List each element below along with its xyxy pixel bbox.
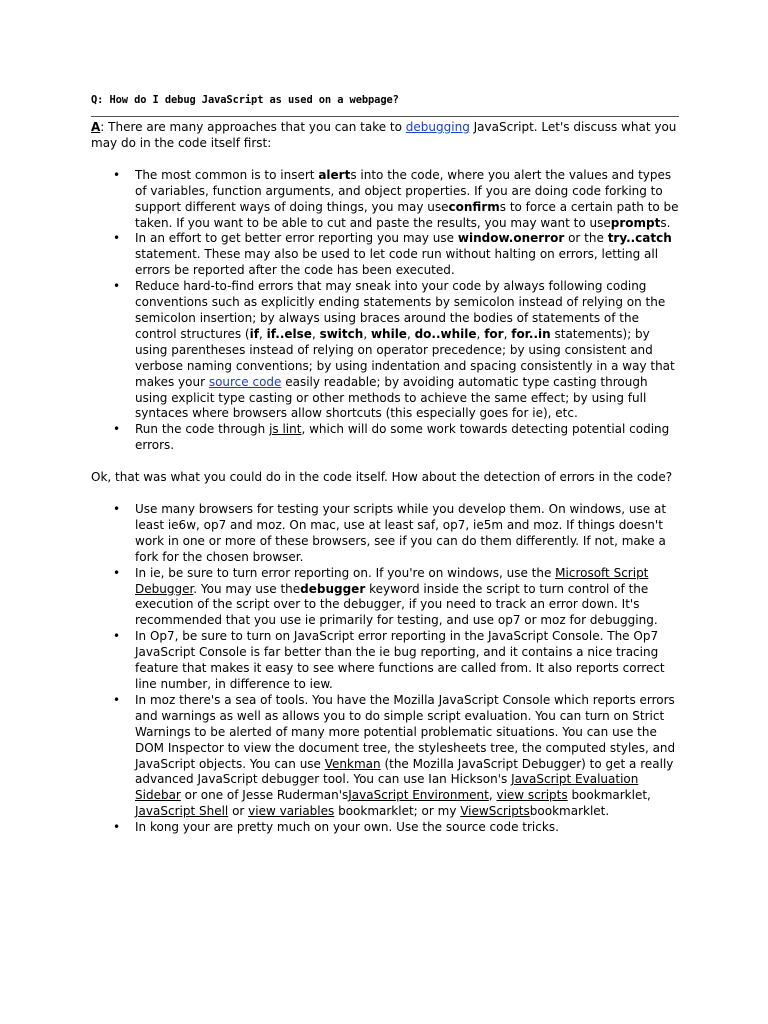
list-item: [91, 422, 681, 454]
question-heading: Q: How do I debug JavaScript as used on a webpage?: [91, 94, 399, 106]
item-text: bookmarklet.: [529, 804, 610, 819]
bullet-icon: •: [113, 231, 121, 246]
bullet-icon: •: [113, 565, 121, 580]
intro-text-2: JavaScript. Let's discuss what you may do in the code itself first:: [91, 120, 677, 150]
ms-script-debugger-link[interactable]: Microsoft Script Debugger: [135, 565, 649, 596]
list-item: [91, 693, 681, 820]
source-code-link[interactable]: source code: [208, 374, 282, 389]
item-text: or the: [564, 231, 608, 246]
answer-body: [91, 120, 681, 836]
item-text: ,: [488, 788, 497, 803]
venkman-link[interactable]: Venkman: [324, 756, 381, 771]
item-text: or: [228, 804, 249, 819]
item-text: easily readable; by avoiding automatic type casting through using explicit type casting or other methods to achieve the same effect; by using full syntaces where browsers allow shortcuts (this especially goes for ie), etc.: [135, 374, 648, 421]
browser-tips-list: [91, 502, 681, 836]
bullet-icon: •: [113, 692, 121, 707]
separator: ,: [503, 326, 512, 341]
item-text: In moz there's a sea of tools. You have the Mozilla JavaScript Console which reports errors and warnings as well as allows you to do simple script evaluation. You can turn on Strict Warnings to be alerted of many more potential problematic situations. You can use the DOM Inspector to view the document tree, the stylesheets tree, the computed styles, and JavaScript objects. You can use: [135, 692, 676, 771]
spacer: [91, 454, 681, 470]
separator: ,: [258, 326, 267, 341]
keyword-if-else: if..else: [266, 326, 312, 341]
bullet-icon: •: [113, 629, 121, 644]
item-text: In ie, be sure to turn error reporting on. If you're on windows, use the: [135, 565, 556, 580]
bullet-icon: •: [113, 167, 121, 182]
keyword-prompt: prompt: [610, 215, 661, 230]
item-text: Use many browsers for testing your scripts while you develop them. On windows, use at least ie6w, op7 and moz. On mac, use at least saf, op7, ie5m and moz. If things doesn't work in one or more of these browsers, see if you can do them differently. If not, make a fork for the chosen browser.: [135, 502, 667, 564]
keyword-for-in: for..in: [511, 326, 551, 341]
js-shell-link[interactable]: JavaScript Shell: [135, 804, 229, 819]
debugging-link[interactable]: debugging: [405, 120, 470, 134]
item-text: bookmarklet,: [567, 788, 651, 803]
view-variables-link[interactable]: view variables: [248, 804, 335, 819]
item-text: statement. These may also be used to let code run without halting on errors, letting all errors be reported after the code has been executed.: [135, 247, 659, 278]
separator: ,: [363, 326, 371, 341]
bullet-icon: •: [113, 279, 121, 294]
item-text: or one of Jesse Ruderman's: [180, 788, 349, 803]
separator: ,: [476, 326, 485, 341]
item-text: statements); by using parentheses instead of relying on operator precedence; by using consistent and verbose naming conventions; by using indentation and spacing consistently in a way that makes your: [135, 326, 675, 389]
keyword-do-while: do..while: [414, 326, 477, 341]
list-item: [91, 168, 681, 232]
keyword-if: if: [249, 326, 259, 341]
js-evaluation-sidebar-link[interactable]: JavaScript Evaluation Sidebar: [135, 772, 639, 803]
list-item: [91, 502, 681, 566]
item-text: bookmarklet; or my: [334, 804, 461, 819]
item-text: , which will do some work towards detecting potential coding errors.: [135, 422, 670, 453]
keyword-debugger: debugger: [300, 581, 366, 596]
js-environment-link[interactable]: JavaScript Environment: [348, 788, 489, 803]
keyword-while: while: [370, 326, 407, 341]
heading-rule: [91, 116, 679, 117]
list-item: [91, 279, 681, 422]
viewscripts-link[interactable]: ViewScripts: [460, 804, 530, 819]
answer-label: A: [91, 120, 101, 134]
list-item: [91, 820, 681, 836]
list-item: [91, 566, 681, 630]
bullet-icon: •: [113, 820, 121, 835]
item-text: s.: [660, 215, 671, 230]
keyword-confirm: confirm: [448, 199, 500, 214]
item-text: s to force a certain path to be taken. If you want to be able to cut and paste the results, you may want to use: [135, 199, 679, 230]
item-text: keyword inside the script to turn control of the execution of the script over to the debugger, if you need to track an error down. It's recommended that you use ie primarily for testing, and use op7 or moz for debugging.: [135, 581, 658, 628]
intro-paragraph: [91, 120, 681, 152]
list-item: [91, 231, 681, 279]
item-text: Run the code through: [135, 422, 270, 437]
intro-text-1: : There are many approaches that you can take to: [100, 120, 406, 134]
list-item: [91, 629, 681, 693]
separator: ,: [311, 326, 320, 341]
item-text: In Op7, be sure to turn on JavaScript error reporting in the JavaScript Console. The Op7 JavaScript Console is far better than the ie bug reporting, and it contains a nice tracing feature that makes it easy to see where functions are called from. It also reports correct line number, in difference to iew.: [135, 629, 665, 691]
item-text: In an effort to get better error reporting you may use: [135, 231, 458, 246]
bullet-icon: •: [113, 422, 121, 437]
item-text: Reduce hard-to-find errors that may sneak into your code by always following coding conventions such as explicitly ending statements by semicolon instead of relying on the semicolon insertion; by always using braces around the bodies of statements of the control structures (: [135, 279, 666, 341]
keyword-alert: alert: [318, 167, 351, 182]
keyword-switch: switch: [319, 326, 364, 341]
item-text: In kong your are pretty much on your own. Use the source code tricks.: [135, 820, 559, 835]
keyword-try-catch: try..catch: [607, 231, 672, 246]
code-tips-list: [91, 168, 681, 454]
separator: ,: [406, 326, 415, 341]
bullet-icon: •: [113, 502, 121, 517]
js-lint-link[interactable]: js lint: [269, 422, 302, 437]
item-text: The most common is to insert: [135, 167, 319, 182]
item-text: s into the code, where you alert the values and types of variables, function arguments, and object properties. If you are doing code forking to support different ways of doing things, you may use: [135, 167, 672, 214]
view-scripts-link[interactable]: view scripts: [496, 788, 568, 803]
item-text: . You may use the: [193, 581, 301, 596]
keyword-window-onerror: window.onerror: [457, 231, 565, 246]
detection-paragraph: Ok, that was what you could do in the code itself. How about the detection of errors in the code?: [91, 470, 673, 485]
item-text: (the Mozilla JavaScript Debugger) to get a really advanced JavaScript debugger tool. You can use Ian Hickson's: [135, 756, 674, 787]
keyword-for: for: [484, 326, 504, 341]
